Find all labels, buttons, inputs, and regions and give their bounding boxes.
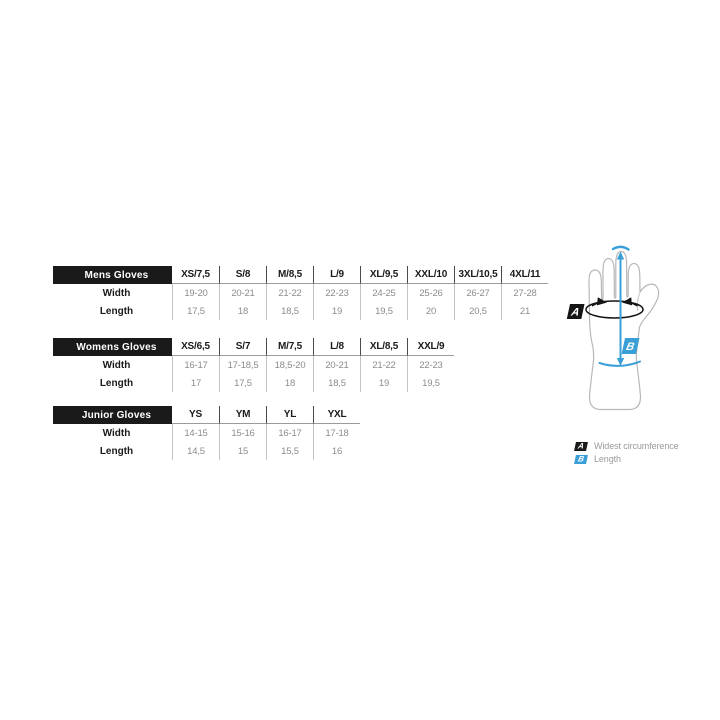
value-cell: 17-18 xyxy=(313,424,360,442)
size-header-cell: L/8 xyxy=(313,338,360,356)
glove-outline xyxy=(589,252,659,410)
value-cell: 20-21 xyxy=(313,356,360,374)
row-label: Width xyxy=(102,287,131,299)
size-header-cell: M/8,5 xyxy=(266,266,313,284)
value-cell: 18 xyxy=(219,302,266,320)
size-header-cell: M/7,5 xyxy=(266,338,313,356)
size-header-cell: YS xyxy=(172,406,219,424)
legend-a-label: Widest circumference xyxy=(594,441,679,451)
size-header-cell: YL xyxy=(266,406,313,424)
value-cell: 27-28 xyxy=(501,284,548,302)
table-title: Womens Gloves xyxy=(53,338,172,356)
value-cell: 21-22 xyxy=(266,284,313,302)
size-header-cell: XXL/10 xyxy=(407,266,454,284)
legend-a-badge xyxy=(574,442,588,451)
value-cell: 20-21 xyxy=(219,284,266,302)
value-cell: 17-18,5 xyxy=(219,356,266,374)
value-cell: 15,5 xyxy=(266,442,313,460)
size-header-cell: YXL xyxy=(313,406,360,424)
value-cell: 15-16 xyxy=(219,424,266,442)
row-label: Length xyxy=(99,445,134,457)
size-header-cell: YM xyxy=(219,406,266,424)
value-cell: 19 xyxy=(360,374,407,392)
size-header-cell: XL/8,5 xyxy=(360,338,407,356)
value-cell: 16 xyxy=(313,442,360,460)
size-tables xyxy=(53,266,548,478)
value-cell: 25-26 xyxy=(407,284,454,302)
size-header-cell: S/7 xyxy=(219,338,266,356)
value-cell: 20 xyxy=(407,302,454,320)
row-label: Width xyxy=(102,427,131,439)
table-title: Mens Gloves xyxy=(53,266,172,284)
size-header-cell: 4XL/11 xyxy=(501,266,548,284)
value-cell: 14,5 xyxy=(172,442,219,460)
legend-b-badge xyxy=(574,455,588,464)
value-cell: 18 xyxy=(266,374,313,392)
value-cell: 14-15 xyxy=(172,424,219,442)
svg-text:A: A xyxy=(570,306,581,319)
legend-item-length xyxy=(575,454,679,464)
value-cell: 18,5 xyxy=(266,302,313,320)
svg-text:B: B xyxy=(625,341,636,353)
value-cell: 26-27 xyxy=(454,284,501,302)
size-header-cell: XXL/9 xyxy=(407,338,454,356)
legend-b-letter: B xyxy=(577,453,586,463)
legend-item-circumference xyxy=(575,441,679,451)
value-cell: 21-22 xyxy=(360,356,407,374)
legend-b-label: Length xyxy=(594,454,621,464)
value-cell: 19,5 xyxy=(360,302,407,320)
value-cell: 17,5 xyxy=(219,374,266,392)
value-cell: 22-23 xyxy=(313,284,360,302)
value-cell: 24-25 xyxy=(360,284,407,302)
fingertip-cap-arc xyxy=(613,247,629,250)
value-cell: 16-17 xyxy=(266,424,313,442)
value-cell: 19 xyxy=(313,302,360,320)
marker-a-badge xyxy=(567,304,585,319)
size-header-cell: XL/9,5 xyxy=(360,266,407,284)
row-label: Width xyxy=(102,359,131,371)
glove-measurement-diagram xyxy=(563,243,668,418)
value-cell: 18,5-20 xyxy=(266,356,313,374)
value-cell: 15 xyxy=(219,442,266,460)
size-header-cell: 3XL/10,5 xyxy=(454,266,501,284)
value-cell: 18,5 xyxy=(313,374,360,392)
legend-a-letter: A xyxy=(577,440,586,450)
value-cell: 22-23 xyxy=(407,356,454,374)
size-header-cell: L/9 xyxy=(313,266,360,284)
size-header-cell: XS/6,5 xyxy=(172,338,219,356)
value-cell: 21 xyxy=(501,302,548,320)
size-header-cell: XS/7,5 xyxy=(172,266,219,284)
size-table-womens-gloves xyxy=(53,338,548,392)
size-table-mens-gloves xyxy=(53,266,548,320)
size-header-cell: S/8 xyxy=(219,266,266,284)
value-cell: 17 xyxy=(172,374,219,392)
table-title: Junior Gloves xyxy=(53,406,172,424)
value-cell: 19,5 xyxy=(407,374,454,392)
value-cell: 20,5 xyxy=(454,302,501,320)
value-cell: 19-20 xyxy=(172,284,219,302)
measurement-legend xyxy=(575,441,679,467)
value-cell: 17,5 xyxy=(172,302,219,320)
value-cell: 16-17 xyxy=(172,356,219,374)
row-label: Length xyxy=(99,377,134,389)
size-table-junior-gloves xyxy=(53,406,548,460)
row-label: Length xyxy=(99,305,134,317)
